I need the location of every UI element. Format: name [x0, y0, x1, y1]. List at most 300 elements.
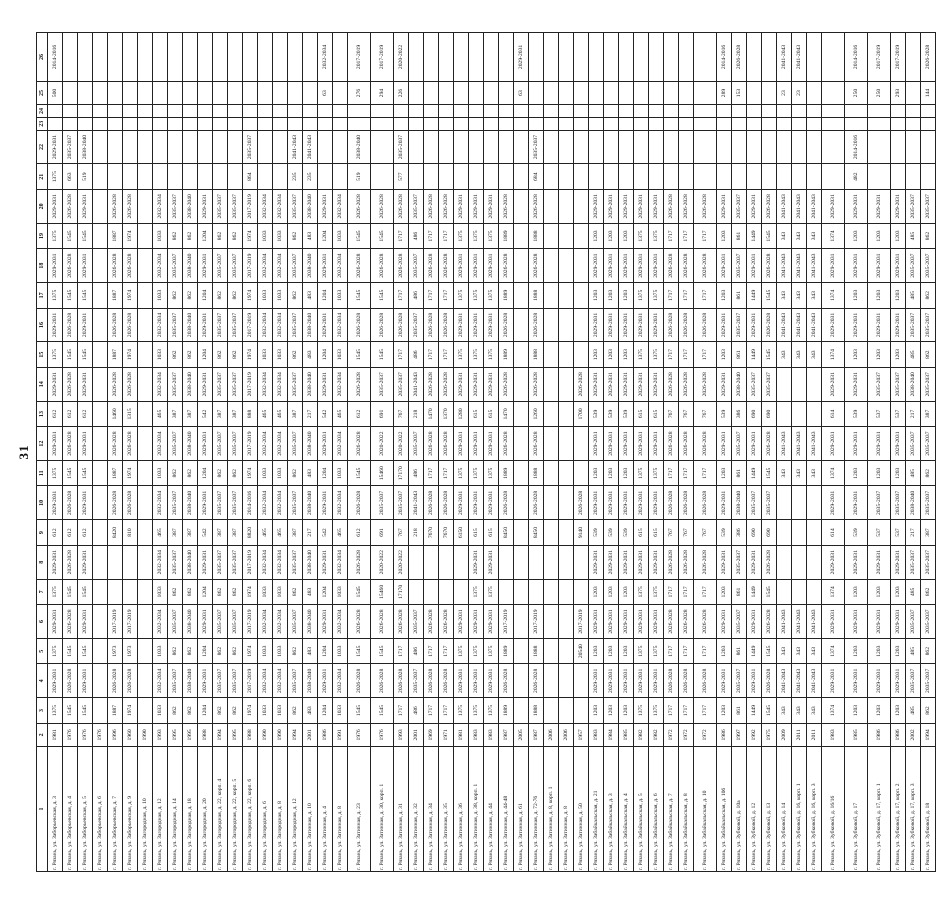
- table-cell: [138, 33, 153, 82]
- table-cell: 2038-2040: [303, 605, 318, 639]
- table-cell: 1976: [78, 723, 93, 746]
- table-cell: 483: [303, 223, 318, 248]
- table-cell: 2026-2028: [762, 605, 777, 639]
- table-cell: [138, 520, 153, 545]
- table-cell: [559, 401, 574, 426]
- table-cell: 2029-2031: [198, 545, 213, 579]
- address-cell: г. Рязань, ул. Затинная, д. 72-76: [529, 747, 544, 872]
- table-cell: 614: [822, 520, 845, 545]
- table-cell: 1203: [604, 638, 619, 663]
- table-cell: 2029-2031: [649, 545, 664, 579]
- table-cell: 1990: [273, 723, 288, 746]
- table-cell: 23: [792, 81, 807, 104]
- table-cell: [694, 33, 717, 82]
- table-cell: 1203: [589, 579, 604, 604]
- table-cell: [123, 33, 138, 82]
- table-cell: [78, 105, 93, 118]
- table-cell: [93, 545, 108, 579]
- table-cell: [807, 33, 822, 82]
- table-cell: 2026-2028: [694, 605, 717, 639]
- table-cell: 1974: [243, 698, 258, 723]
- table-cell: [469, 164, 484, 189]
- table-cell: 1545: [762, 342, 777, 367]
- column-number-cell: 10: [37, 486, 48, 520]
- table-cell: 483: [303, 461, 318, 486]
- table-cell: 2029-2031: [868, 605, 891, 639]
- rotated-table-sheet: [16, 32, 931, 872]
- table-cell: 2026-2028: [664, 545, 679, 579]
- table-cell: 1449: [747, 223, 762, 248]
- table-cell: 485: [906, 342, 921, 367]
- table-cell: 1203: [604, 342, 619, 367]
- table-cell: [138, 579, 153, 604]
- table-cell: 861: [732, 698, 747, 723]
- table-cell: [153, 33, 168, 82]
- table-cell: 2029-2031: [484, 367, 499, 401]
- table-cell: [574, 249, 589, 283]
- table-cell: 2026-2028: [123, 249, 138, 283]
- column-number-cell: 15: [37, 342, 48, 367]
- table-cell: 615: [634, 401, 649, 426]
- table-cell: 1203: [604, 698, 619, 723]
- table-cell: 2038-2040: [183, 367, 198, 401]
- table-cell: [514, 401, 529, 426]
- table-cell: [807, 579, 822, 604]
- table-cell: 2026-2028: [108, 427, 123, 461]
- table-cell: 542: [318, 401, 333, 426]
- table-cell: [559, 189, 574, 223]
- table-cell: 153: [732, 81, 747, 104]
- table-cell: [424, 579, 439, 604]
- table-cell: 500: [48, 81, 63, 104]
- table-cell: [439, 130, 454, 164]
- table-cell: 1375: [48, 342, 63, 367]
- table-cell: 1700: [574, 401, 589, 426]
- table-cell: 1033: [153, 461, 168, 486]
- table-cell: 1375: [48, 461, 63, 486]
- table-cell: 2029-2031: [78, 605, 93, 639]
- table-cell: 2035-2037: [891, 367, 906, 401]
- table-cell: 2026-2028: [499, 664, 514, 698]
- table-cell: [108, 579, 123, 604]
- table-cell: 2029-2031: [845, 189, 868, 223]
- table-cell: 2032-2034: [333, 189, 348, 223]
- table-cell: 2032-2034: [153, 367, 168, 401]
- table-cell: 2026-2028: [348, 308, 371, 342]
- table-cell: 539: [717, 401, 732, 426]
- table-row: [258, 33, 273, 872]
- table-cell: 1374: [822, 698, 845, 723]
- table-cell: 1717: [439, 342, 454, 367]
- table-cell: 2035-2037: [891, 486, 906, 520]
- table-cell: [93, 427, 108, 461]
- table-cell: 690: [762, 401, 777, 426]
- address-cell: г. Рязань, ул. Затинная, д. 8, корп. 1: [544, 747, 559, 872]
- table-cell: 1717: [439, 698, 454, 723]
- table-cell: 1717: [439, 223, 454, 248]
- table-cell: 537: [891, 401, 906, 426]
- table-cell: 2026-2028: [424, 367, 439, 401]
- table-cell: [634, 81, 649, 104]
- table-cell: 1717: [394, 698, 409, 723]
- table-row: [78, 33, 93, 872]
- table-cell: [123, 164, 138, 189]
- table-cell: 1375: [484, 342, 499, 367]
- table-cell: 2032-2034: [273, 189, 288, 223]
- table-cell: 1545: [762, 579, 777, 604]
- table-cell: 2029-2031: [48, 308, 63, 342]
- table-cell: 1375: [649, 579, 664, 604]
- table-cell: 2017-2019: [868, 33, 891, 82]
- table-cell: 1717: [394, 283, 409, 308]
- table-cell: [213, 130, 228, 164]
- table-cell: 1987: [499, 723, 514, 746]
- table-cell: 2029-2031: [649, 249, 664, 283]
- table-cell: [484, 33, 499, 82]
- table-cell: [604, 33, 619, 82]
- table-cell: [777, 367, 792, 401]
- address-cell: г. Рязань, ул. Затинная, д. 34: [424, 747, 439, 872]
- table-cell: [228, 130, 243, 164]
- table-cell: 2029-2031: [649, 486, 664, 520]
- table-cell: [589, 81, 604, 104]
- table-cell: [868, 164, 891, 189]
- table-cell: [604, 117, 619, 130]
- table-cell: 1033: [258, 223, 273, 248]
- table-cell: 2035-2037: [921, 427, 936, 461]
- table-cell: 1449: [747, 579, 762, 604]
- table-cell: 2038-2040: [183, 427, 198, 461]
- table-cell: 1960: [123, 723, 138, 746]
- table-cell: 2029-2031: [634, 367, 649, 401]
- table-cell: 2032-2034: [333, 427, 348, 461]
- table-cell: 2029-2031: [845, 605, 868, 639]
- table-cell: 20540: [574, 638, 589, 663]
- table-cell: 2026-2028: [679, 249, 694, 283]
- table-cell: [544, 401, 559, 426]
- table-cell: 2029-2031: [822, 664, 845, 698]
- table-cell: 2041-2043: [777, 427, 792, 461]
- table-cell: 2026-2028: [123, 367, 138, 401]
- address-cell: г. Рязань, ул. Заборьевская, д. 3: [48, 747, 63, 872]
- table-cell: [123, 130, 138, 164]
- table-cell: [574, 461, 589, 486]
- table-cell: [822, 164, 845, 189]
- table-cell: 1994: [288, 723, 303, 746]
- table-cell: [544, 342, 559, 367]
- table-cell: 1982: [634, 723, 649, 746]
- table-cell: 2029-2031: [649, 427, 664, 461]
- table-cell: 1375: [649, 342, 664, 367]
- table-cell: [694, 164, 717, 189]
- table-cell: 1375: [469, 461, 484, 486]
- table-cell: 1203: [845, 698, 868, 723]
- table-row: [529, 33, 544, 872]
- address-cell: г. Рязань, ул. Затинная, д. 32: [409, 747, 424, 872]
- table-row: [777, 33, 792, 872]
- table-cell: [499, 545, 514, 579]
- table-cell: 2035-2037: [288, 367, 303, 401]
- table-cell: 767: [394, 520, 409, 545]
- table-cell: 2026-2028: [679, 367, 694, 401]
- table-cell: 386: [732, 401, 747, 426]
- table-cell: 2029-2031: [845, 249, 868, 283]
- table-cell: [153, 81, 168, 104]
- table-cell: [559, 367, 574, 401]
- table-cell: 1375: [469, 638, 484, 663]
- table-cell: 2029-2031: [634, 545, 649, 579]
- table-cell: 1717: [694, 698, 717, 723]
- table-cell: 1888: [529, 638, 544, 663]
- table-cell: 2029-2031: [78, 427, 93, 461]
- table-cell: 2026-2028: [63, 427, 78, 461]
- table-cell: 767: [694, 520, 717, 545]
- table-cell: 2026-2028: [762, 189, 777, 223]
- table-cell: 2029-2031: [604, 189, 619, 223]
- table-cell: 483: [303, 638, 318, 663]
- table-cell: 2029-2031: [198, 664, 213, 698]
- table-cell: 1449: [747, 342, 762, 367]
- table-cell: 1717: [439, 638, 454, 663]
- table-cell: 2026-2028: [348, 249, 371, 283]
- table-cell: [822, 105, 845, 118]
- table-cell: [792, 367, 807, 401]
- address-cell: г. Рязань, ул. Загородная, д. 6: [258, 747, 273, 872]
- table-cell: 2029-2031: [634, 664, 649, 698]
- table-cell: 2032-2034: [153, 605, 168, 639]
- table-cell: 1887: [108, 698, 123, 723]
- table-cell: 2026-2028: [679, 486, 694, 520]
- table-cell: 63: [318, 81, 333, 104]
- table-cell: 2026-2028: [371, 249, 394, 283]
- table-cell: 862: [183, 638, 198, 663]
- table-cell: 1374: [822, 461, 845, 486]
- table-cell: 615: [649, 520, 664, 545]
- table-cell: 482: [845, 164, 868, 189]
- table-cell: 1983: [822, 723, 845, 746]
- table-cell: 1033: [273, 698, 288, 723]
- table-cell: 2029-2031: [619, 486, 634, 520]
- table-cell: 1887: [108, 283, 123, 308]
- table-cell: 2006: [559, 723, 574, 746]
- table-cell: [544, 117, 559, 130]
- table-cell: 767: [664, 401, 679, 426]
- table-cell: [514, 698, 529, 723]
- table-cell: [63, 33, 78, 82]
- table-cell: [845, 117, 868, 130]
- table-cell: [514, 579, 529, 604]
- table-cell: 2026-2028: [499, 308, 514, 342]
- table-cell: 1203: [619, 283, 634, 308]
- table-cell: 1203: [845, 223, 868, 248]
- table-cell: 1969: [424, 723, 439, 746]
- table-cell: 1717: [679, 223, 694, 248]
- table-cell: 539: [589, 520, 604, 545]
- table-cell: 2035-2037: [868, 367, 891, 401]
- table-cell: 1717: [664, 283, 679, 308]
- table-cell: 2026-2028: [348, 427, 371, 461]
- table-cell: [454, 545, 469, 579]
- table-cell: [138, 545, 153, 579]
- address-cell: г. Рязань, ул. Зубковой, д. 10а: [732, 747, 747, 872]
- table-cell: [822, 81, 845, 104]
- table-cell: 2001: [409, 723, 424, 746]
- table-cell: 2032-2034: [273, 249, 288, 283]
- table-cell: 1033: [333, 342, 348, 367]
- table-cell: 1982: [649, 723, 664, 746]
- table-cell: 2029-2031: [318, 308, 333, 342]
- table-cell: [559, 486, 574, 520]
- table-cell: 2029-2031: [318, 189, 333, 223]
- table-cell: 1375: [48, 579, 63, 604]
- table-cell: [514, 638, 529, 663]
- table-cell: 2029-2031: [604, 486, 619, 520]
- table-cell: [762, 33, 777, 82]
- table-cell: 862: [183, 342, 198, 367]
- table-cell: 235: [303, 164, 318, 189]
- table-cell: 1203: [717, 638, 732, 663]
- table-cell: 2032-2034: [333, 249, 348, 283]
- table-cell: [717, 164, 732, 189]
- table-cell: 2029-2031: [747, 189, 762, 223]
- table-cell: [762, 164, 777, 189]
- table-cell: 2032-2034: [333, 367, 348, 401]
- table-cell: 2029-2031: [619, 308, 634, 342]
- table-row: [348, 33, 371, 872]
- table-cell: [807, 81, 822, 104]
- table-cell: [454, 164, 469, 189]
- table-cell: 2026-2028: [694, 486, 717, 520]
- table-cell: [559, 664, 574, 698]
- table-cell: 2029-2031: [318, 367, 333, 401]
- table-cell: [559, 342, 574, 367]
- table-cell: [807, 520, 822, 545]
- table-cell: 1545: [762, 698, 777, 723]
- table-cell: [868, 130, 891, 164]
- table-cell: 2002: [906, 723, 921, 746]
- table-cell: [514, 461, 529, 486]
- table-cell: [138, 342, 153, 367]
- table-cell: [439, 164, 454, 189]
- address-cell: г. Рязань, ул. Зубковой, д. 17, корп. 2: [891, 747, 906, 872]
- table-cell: 1375: [649, 223, 664, 248]
- table-cell: 1545: [348, 223, 371, 248]
- table-cell: 614: [822, 401, 845, 426]
- table-cell: 2032-2034: [258, 249, 273, 283]
- table-cell: [589, 105, 604, 118]
- table-cell: 2041-2043: [777, 664, 792, 698]
- table-cell: [906, 81, 921, 104]
- table-cell: [138, 427, 153, 461]
- table-cell: 2026-2028: [123, 308, 138, 342]
- table-cell: 1717: [424, 223, 439, 248]
- table-cell: [318, 164, 333, 189]
- table-cell: 2029-2031: [198, 605, 213, 639]
- table-cell: 1717: [679, 461, 694, 486]
- table-cell: [138, 130, 153, 164]
- table-cell: 1976: [348, 723, 371, 746]
- table-cell: 250: [845, 81, 868, 104]
- table-cell: 2035-2037: [228, 486, 243, 520]
- table-cell: [619, 164, 634, 189]
- page-number: 31: [16, 444, 31, 460]
- table-cell: 1717: [694, 579, 717, 604]
- table-cell: 2029-2031: [868, 427, 891, 461]
- table-cell: 465: [333, 401, 348, 426]
- table-cell: 1717: [424, 698, 439, 723]
- table-cell: 2026-2028: [394, 308, 409, 342]
- table-cell: 2011: [792, 723, 807, 746]
- table-cell: 2020-2022: [394, 427, 409, 461]
- table-cell: [906, 130, 921, 164]
- table-cell: 1888: [529, 283, 544, 308]
- table-row: [717, 33, 732, 872]
- table-cell: [619, 33, 634, 82]
- table-cell: 1375: [469, 223, 484, 248]
- table-cell: 1545: [348, 342, 371, 367]
- table-cell: 343: [777, 342, 792, 367]
- table-row: [694, 33, 717, 872]
- table-cell: 1983: [484, 723, 499, 746]
- table-cell: 862: [288, 223, 303, 248]
- table-cell: 1975: [762, 723, 777, 746]
- table-cell: [604, 81, 619, 104]
- column-number-cell: 23: [37, 117, 48, 130]
- table-cell: [93, 342, 108, 367]
- table-cell: [484, 81, 499, 104]
- table-cell: [138, 367, 153, 401]
- table-cell: 862: [213, 579, 228, 604]
- table-cell: 1033: [258, 283, 273, 308]
- table-cell: [168, 164, 183, 189]
- table-cell: 1545: [371, 283, 394, 308]
- table-cell: 486: [409, 638, 424, 663]
- table-cell: [514, 164, 529, 189]
- table-row: [409, 33, 424, 872]
- table-cell: 2026-2028: [694, 249, 717, 283]
- table-cell: 1889: [499, 461, 514, 486]
- table-cell: 2026-2028: [499, 367, 514, 401]
- table-cell: 1203: [619, 461, 634, 486]
- table-cell: 2026-2028: [529, 664, 544, 698]
- table-cell: 2035-2037: [906, 189, 921, 223]
- table-cell: 2035-2037: [288, 189, 303, 223]
- table-cell: [409, 81, 424, 104]
- table-cell: 862: [183, 461, 198, 486]
- column-number-cell: 1: [37, 747, 48, 872]
- table-cell: 1545: [78, 638, 93, 663]
- table-cell: [529, 545, 544, 579]
- table-cell: [514, 283, 529, 308]
- table-cell: [78, 33, 93, 82]
- table-cell: [559, 130, 574, 164]
- table-cell: [273, 117, 288, 130]
- table-cell: [108, 164, 123, 189]
- table-cell: 1033: [333, 461, 348, 486]
- table-cell: [273, 81, 288, 104]
- table-cell: 2029-2031: [78, 367, 93, 401]
- table-cell: 2009: [777, 723, 792, 746]
- table-cell: 1203: [589, 638, 604, 663]
- table-cell: 862: [183, 579, 198, 604]
- table-cell: 2026-2028: [394, 249, 409, 283]
- table-cell: [762, 130, 777, 164]
- table-cell: [559, 33, 574, 82]
- table-cell: [454, 81, 469, 104]
- table-cell: 2017-2019: [108, 605, 123, 639]
- table-cell: [891, 130, 906, 164]
- table-cell: 1375: [48, 698, 63, 723]
